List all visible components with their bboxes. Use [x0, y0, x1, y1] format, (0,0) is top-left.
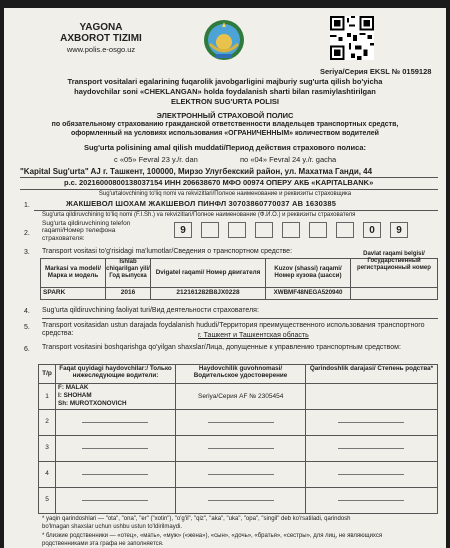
driver-name: F: MALAK I: SHOHAM Sh: MUROTXONOVICH: [58, 384, 127, 407]
phone-digit-boxes: [174, 222, 414, 238]
driver-row-index: 1: [45, 393, 49, 400]
vehicle-engine-value: 212161282B8JX0228: [176, 289, 240, 296]
drivers-col-license: Haydovchilik guvohnomasi/ Водительское удостоверение: [193, 365, 288, 380]
phone-label: Sug'urta qildiruvchining telefon raqami/Номер телефона страхователя:: [42, 220, 131, 242]
website-link[interactable]: www.polis.e-osgo.uz: [66, 45, 136, 54]
driver-row-index: 2: [45, 418, 49, 425]
phone-digit: [336, 222, 354, 238]
phone-digit: [282, 222, 300, 238]
section-2-number: 2.: [24, 230, 30, 237]
series-number: Seriya/Серия EKSL № 0159128: [320, 67, 432, 76]
vehicle-label: Transport vositasi to'g'risidagi ma'lumotlar/Сведения о транспортном средстве:: [42, 248, 293, 255]
footnote-ru-line-1: * близкие родственники — «отец», «мать», «муж» («жена»), «сын», «дочь», «братья», «сестры», для лиц, не являющихся: [42, 533, 383, 539]
policyholder-caption: Sug'urta qildiruvchining to'liq nomi (F.I.Sh.) va rekvizitlari/Полное наименование (Ф.И.О.) и реквизиты страхователя: [42, 212, 356, 218]
vehicle-make-value: SPARK: [43, 289, 66, 296]
state-emblem-icon: [202, 18, 246, 62]
drivers-col-name: Faqat quyidagi haydovchilar:/ Только нижеследующие водители:: [59, 365, 172, 380]
divider: [20, 189, 438, 190]
phone-digit: 9: [174, 222, 192, 238]
vehicle-col-make: Markasi va modeli/ Марка и модель: [45, 265, 101, 280]
vehicle-col-year: Ishlab chiqarilgan yili/ Год выпуска: [106, 259, 150, 279]
drivers-col-relation: Qarindoshlik darajasi/ Степень родства*: [309, 365, 434, 372]
policyholder-details: ЖАКШЕВОЛ ШОХАМ ЖАКШЕВОЛ ПИНФЛ 30703860770037 АВ 1630385: [66, 199, 337, 208]
title-ru-line-2: по обязательному страхованию гражданской ответственности владельцев транспортных средств,: [51, 121, 399, 128]
section-5-number: 5.: [24, 324, 30, 331]
phone-digit: [201, 222, 219, 238]
qr-code-icon: [330, 16, 374, 60]
title-uz-line-1: Transport vositalari egalarining fuqarolik javobgarligini majburiy sug'urta qilish bo'yicha: [67, 77, 383, 86]
policy-document: [4, 8, 446, 548]
phone-digit: 9: [390, 222, 408, 238]
insurer-name: "Kapital Sug'urta" AJ г. Ташкент, 100000, Мирзо Улугбекский район, ул. Махатма Ганди, 44: [20, 167, 373, 176]
vehicle-year-value: 2016: [120, 289, 136, 296]
insurer-caption: Sug'urtalovchining to'liq nomi va rekvizitlari/Полное наименование и реквизиты страховщика: [98, 191, 352, 197]
driver-license: Seriya/Серия AF № 2305454: [198, 393, 284, 400]
section-6-number: 6.: [24, 346, 30, 353]
vehicle-col-engine: Dvigatel raqami/ Номер двигателя: [155, 269, 261, 276]
brand-line-2: AXBOROT TIZIMI: [60, 33, 142, 44]
footnote-uz-line-1: * yaqin qarindoshlari — "ota", "ona", "er" ("xotin"), "o'g'il", "qiz", "aka", "uka", "opa", "singil" deb ko'rsatiladi, qarindosh: [42, 516, 351, 522]
section-4-number: 4.: [24, 308, 30, 315]
period-to: по «04» Fevral 24 y./г. gacha: [240, 155, 337, 164]
activity-label: Sug'urta qildiruvchining faoliyat turi/Вид деятельности страхователя:: [42, 307, 259, 314]
drivers-col-index: T/p: [42, 370, 52, 377]
footnote-ru-line-2: родственниками эта графа не заполняется.: [42, 541, 164, 547]
title-ru-line-1: ЭЛЕКТРОННЫЙ СТРАХОВОЙ ПОЛИС: [156, 111, 294, 120]
driver-row-index: 4: [45, 470, 49, 477]
drivers-label: Transport vositasini boshqarishga qo'yilgan shaxslar/Лица, допущенные к управлению транспортным средством:: [42, 344, 401, 351]
phone-digit: [309, 222, 327, 238]
vehicle-col-plate: Davlat raqami belgisi/ Государственный регистрационный номер: [357, 251, 431, 271]
phone-digit: [255, 222, 273, 238]
divider: [34, 210, 438, 211]
footnote-uz-line-2: bo'lmagan shaxslar uchun ushbu ustun to'ldirilmaydi.: [42, 524, 183, 530]
territory-label: Transport vositasidan ustun darajada foydalanish hududi/Территория преимущественного использования транспортного средства:: [42, 322, 425, 338]
section-1-number: 1.: [24, 202, 30, 209]
territory-value: г. Ташкент и Ташкентская область: [198, 332, 309, 339]
brand-line-1: YAGONA: [79, 22, 123, 33]
vehicle-body-value: XWBMF48NEGA520940: [273, 289, 343, 296]
period-from: с «05» Fevral 23 y./г. dan: [114, 155, 198, 164]
divider: [42, 318, 438, 319]
period-label: Sug'urta polisining amal qilish muddati/Период действия страхового полиса:: [83, 143, 367, 152]
phone-digit: 0: [363, 222, 381, 238]
insurer-account: р.с. 20216000800138037154 ИНН 206638670 МФО 00974 ОПЕРУ АКБ «KAPITALBANK»: [64, 178, 374, 187]
vehicle-col-body: Kuzov (shassi) raqami/ Номер кузова (шасси): [274, 265, 342, 280]
title-uz-line-2: haydovchilar soni «CHEKLANGAN» holda foydalanish sharti bilan rasmiylashtirilgan: [74, 87, 376, 96]
driver-row-index: 5: [45, 496, 49, 503]
driver-row-index: 3: [45, 444, 49, 451]
phone-digit: [228, 222, 246, 238]
title-ru-line-3: оформленный на условиях использования «ОГРАНИЧЕННЫМ» количеством водителей: [71, 130, 379, 137]
section-3-number: 3.: [24, 249, 30, 256]
drivers-table: [38, 364, 438, 514]
title-uz-line-3: ELEKTRON SUG'URTA POLISI: [170, 97, 280, 106]
